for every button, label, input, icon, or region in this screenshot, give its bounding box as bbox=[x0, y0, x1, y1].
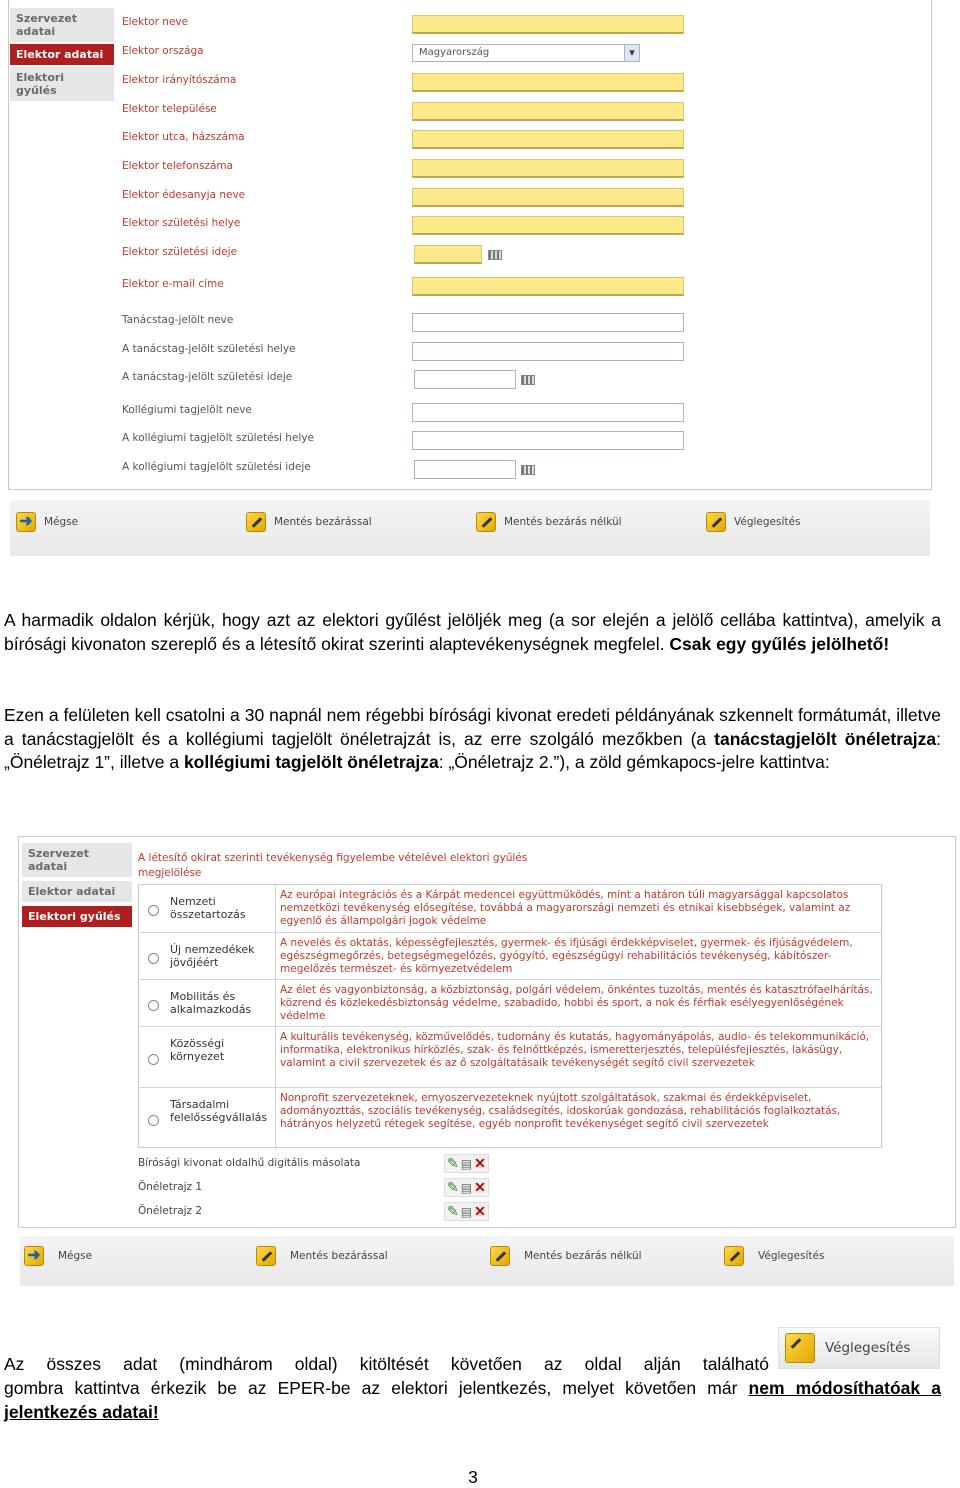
field-label: Elektor születési helye bbox=[122, 217, 241, 229]
save-no-close-button[interactable]: Mentés bezárás nélkül bbox=[476, 512, 622, 532]
nav-szervezet-adatai[interactable]: Szervezet adatai bbox=[22, 843, 132, 877]
paragraph-3-line-1: Az összes adat (mindhárom oldal) kitöltését követően az oldal alján található bbox=[4, 1354, 769, 1374]
paragraph-3-rest: gombra kattintva érkezik be az EPER-be az elektori jelentkezés, melyet követően már nem módosíthatóak a jelentkezés adatai! bbox=[4, 1378, 941, 1422]
form-field[interactable] bbox=[412, 102, 684, 121]
form-field[interactable] bbox=[412, 15, 684, 34]
form-field[interactable] bbox=[412, 188, 684, 207]
nav-szervezet-adatai[interactable]: Szervezet adatai bbox=[10, 8, 114, 42]
assembly-row[interactable] bbox=[139, 979, 881, 1027]
save-close-button[interactable]: Mentés bezárással bbox=[256, 1246, 388, 1266]
save-close-button[interactable]: Mentés bezárással bbox=[246, 512, 372, 532]
back-arrow-icon: ➜ bbox=[24, 1246, 44, 1266]
assembly-description: Nonprofit szervezeteknek, ernyoszervezeteknek nyújtott szolgáltatások, szakmai és érdekképviselet, adományozttás, szociális tevékenység, családsegítés, idoskorúak gondozása, rehabilitációs foglalkoztatás, hátrányos helyzetű rétegek segítése, egyéb nonprofit tevékenységet segítő civil szervezetek bbox=[280, 1092, 841, 1130]
form-field[interactable] bbox=[414, 460, 516, 479]
column-divider bbox=[275, 980, 276, 1027]
column-divider bbox=[275, 1027, 276, 1088]
finalize-button[interactable]: Véglegesítés bbox=[706, 512, 800, 532]
form-field[interactable] bbox=[412, 73, 684, 92]
attachment-actions bbox=[444, 1154, 489, 1173]
form-field[interactable] bbox=[414, 370, 516, 389]
field-label: Elektor országa bbox=[122, 45, 204, 57]
attachment-actions bbox=[444, 1178, 489, 1197]
field-label: Elektor utca, házszáma bbox=[122, 131, 245, 143]
delete-icon[interactable]: ✕ bbox=[474, 1179, 486, 1195]
finalize-button[interactable]: Véglegesítés bbox=[724, 1246, 824, 1266]
assembly-name: Társadalmi felelősségvállalás bbox=[170, 1098, 268, 1124]
attachment-label: Önéletrajz 2 bbox=[138, 1205, 203, 1217]
field-label: Elektor születési ideje bbox=[122, 246, 238, 258]
pencil-icon bbox=[706, 512, 726, 532]
assembly-row[interactable] bbox=[139, 1026, 881, 1088]
field-label: Elektor irányítószáma bbox=[122, 74, 237, 86]
cancel-button[interactable]: ➜ Mégse bbox=[24, 1246, 92, 1266]
assembly-description: Az élet és vagyonbiztonság, a közbiztonság, polgári védelem, önkéntes tuzoltás, mentés és katasztrófaelhárítás, közrend és közlekedésbiztonság védelme, szabadido, hobbi és sport, a nok és férfiak esélyegyenlőségének védelme bbox=[280, 984, 873, 1022]
button-bar-1 bbox=[10, 500, 930, 556]
attachment-label: Bírósági kivonat oldalhű digitális másolata bbox=[138, 1157, 361, 1169]
nav-elektori-gyules[interactable]: Elektori gyűlés bbox=[10, 67, 114, 101]
pencil-icon bbox=[256, 1246, 276, 1266]
calendar-icon[interactable] bbox=[521, 465, 535, 475]
assembly-table bbox=[138, 884, 882, 1148]
paperclip-icon[interactable]: ✎ bbox=[447, 1203, 459, 1219]
form-field[interactable] bbox=[412, 313, 684, 332]
field-label: Tanácstag-jelölt neve bbox=[122, 314, 234, 326]
finalize-button-illustration[interactable]: Véglegesítés bbox=[778, 1327, 940, 1369]
radio-button[interactable] bbox=[148, 1000, 159, 1011]
form-field[interactable] bbox=[412, 44, 640, 62]
form-field[interactable] bbox=[412, 342, 684, 361]
field-label: Elektor e-mail címe bbox=[122, 278, 224, 290]
column-divider bbox=[275, 1088, 276, 1150]
field-label: A tanácstag-jelölt születési helye bbox=[122, 343, 296, 355]
save-no-close-button[interactable]: Mentés bezárás nélkül bbox=[490, 1246, 642, 1266]
field-label: A kollégiumi tagjelölt születési ideje bbox=[122, 461, 311, 473]
form-field[interactable] bbox=[412, 403, 684, 422]
delete-icon[interactable]: ✕ bbox=[474, 1155, 486, 1171]
pencil-icon bbox=[724, 1246, 744, 1266]
column-divider bbox=[275, 885, 276, 932]
section-heading: A létesítő okirat szerinti tevékenység figyelembe vételével elektori gyűlés megjelölése bbox=[138, 852, 528, 879]
field-label: Elektor neve bbox=[122, 16, 189, 28]
nav-elektor-adatai[interactable]: Elektor adatai bbox=[10, 44, 114, 65]
field-label: Elektor telefonszáma bbox=[122, 160, 234, 172]
radio-button[interactable] bbox=[148, 953, 159, 964]
paragraph-2: Ezen a felületen kell csatolni a 30 napnál nem régebbi bírósági kivonat eredeti példányának szkennelt formátumát, illetve a tanácstagjelölt és a kollégiumi tagjelölt önéletrajzát is, az erre szolgáló mezőkben (a tanácstagjelölt önéletrajza: „Önéletrajz 1”, illetve a kollégiumi tagjelölt önéletrajza: „Önéletrajz 2.”), a zöld gémkapocs-jelre kattintva: bbox=[4, 705, 941, 772]
paragraph-1: A harmadik oldalon kérjük, hogy azt az elektori gyűlést jelöljék meg (a sor elején a jelölő cellába kattintva), amelyik a bírósági kivonaton szereplő és a létesítő okirat szerinti alaptevékenységnek megfelel. Csak egy gyűlés jelölhető! bbox=[4, 610, 941, 654]
form-field[interactable] bbox=[414, 245, 482, 264]
chevron-down-icon[interactable]: ▾ bbox=[624, 45, 639, 61]
page-number: 3 bbox=[468, 1467, 478, 1487]
form-field[interactable] bbox=[412, 277, 684, 296]
assembly-name: Nemzeti összetartozás bbox=[170, 895, 246, 921]
pencil-icon bbox=[490, 1246, 510, 1266]
delete-icon[interactable]: ✕ bbox=[474, 1203, 486, 1219]
radio-button[interactable] bbox=[148, 1054, 159, 1065]
cancel-button[interactable]: ➜ Mégse bbox=[16, 512, 78, 532]
back-arrow-icon: ➜ bbox=[16, 512, 36, 532]
nav-panel-1 bbox=[10, 8, 114, 101]
form-field[interactable] bbox=[412, 216, 684, 235]
printer-icon[interactable]: ▤ bbox=[460, 1204, 473, 1219]
assembly-description: Az európai integrációs és a Kárpát medencei együttműködés, mint a határon túli magyarsággal kapcsolatos nemzetközi tevékenység elősegítése, továbbá a magyarországi nemzeti és etnikai kisebbségek, valamint az egyenlő és állampolgári jogok védelme bbox=[280, 889, 851, 927]
field-label: Kollégiumi tagjelölt neve bbox=[122, 404, 252, 416]
radio-button[interactable] bbox=[148, 1115, 159, 1126]
assembly-name: Új nemzedékek jövőjéért bbox=[170, 943, 255, 969]
paperclip-icon[interactable]: ✎ bbox=[447, 1179, 459, 1195]
nav-panel-2 bbox=[22, 843, 132, 927]
form-field[interactable] bbox=[412, 431, 684, 450]
radio-button[interactable] bbox=[148, 905, 159, 916]
printer-icon[interactable]: ▤ bbox=[460, 1156, 473, 1171]
calendar-icon[interactable] bbox=[521, 375, 535, 385]
column-divider bbox=[275, 933, 276, 980]
nav-elektori-gyules[interactable]: Elektori gyűlés bbox=[22, 906, 132, 927]
form-field[interactable] bbox=[412, 159, 684, 178]
assembly-description: A kulturális tevékenység, közművelődés, tudomány és kutatás, hagyományápolás, audio- és telekommunikáció, informatika, elektronikus hírközlés, szak- és felnőttképzés, ismeretterjesztés, településfejlesztés, lakásügy, valamint a civil szervezetek és az ő szolgáltatásaik tevékenységét segítő civil szervezetek bbox=[280, 1031, 870, 1069]
pencil-icon bbox=[785, 1333, 815, 1363]
assembly-row[interactable] bbox=[139, 1087, 881, 1150]
printer-icon[interactable]: ▤ bbox=[460, 1180, 473, 1195]
field-label: A tanácstag-jelölt születési ideje bbox=[122, 371, 293, 383]
assembly-name: Mobilitás és alkalmazkodás bbox=[170, 990, 252, 1016]
attachment-label: Önéletrajz 1 bbox=[138, 1181, 203, 1193]
assembly-row[interactable] bbox=[139, 885, 881, 932]
field-label: Elektor édesanyja neve bbox=[122, 189, 246, 201]
pencil-icon bbox=[246, 512, 266, 532]
paperclip-icon[interactable]: ✎ bbox=[447, 1155, 459, 1171]
attachment-actions bbox=[444, 1202, 489, 1221]
field-label: A kollégiumi tagjelölt születési helye bbox=[122, 432, 314, 444]
assembly-description: A nevelés és oktatás, képességfejlesztés, gyermek- és ifjúsági érdekképviselet, gyermek- és ifjúságvédelem, egészségmegőrzés, betegségmegelőzés, gyógyító, egészségügyi rehabilitációs tevékenység, kábítószer-megelőzés természet- és környezetvédelem bbox=[280, 937, 853, 975]
form-field[interactable] bbox=[412, 130, 684, 149]
nav-elektor-adatai[interactable]: Elektor adatai bbox=[22, 881, 132, 902]
button-bar-2 bbox=[20, 1236, 954, 1286]
field-label: Elektor települése bbox=[122, 103, 217, 115]
calendar-icon[interactable] bbox=[488, 250, 502, 260]
assembly-row[interactable] bbox=[139, 932, 881, 980]
pencil-icon bbox=[476, 512, 496, 532]
assembly-name: Közösségi környezet bbox=[170, 1037, 225, 1063]
select-value: Magyarország bbox=[419, 47, 490, 58]
